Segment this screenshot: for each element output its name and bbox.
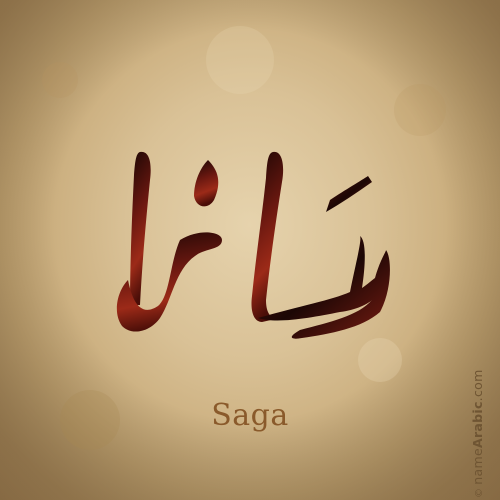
alif-left-stroke [130, 152, 151, 305]
sin-diagonal-stroke [326, 176, 372, 212]
copyright-icon: © [474, 487, 485, 498]
watermark-suffix: .com [470, 369, 485, 402]
alif-middle-stroke [251, 152, 283, 322]
site-watermark[interactable] [470, 369, 485, 498]
sin-body-stroke [258, 236, 390, 339]
watermark-prefix: name [470, 448, 485, 485]
watermark-emphasis: Arabic [470, 401, 485, 449]
latin-name-label: Saga [211, 398, 289, 433]
ghain-dot-stroke [194, 160, 218, 206]
